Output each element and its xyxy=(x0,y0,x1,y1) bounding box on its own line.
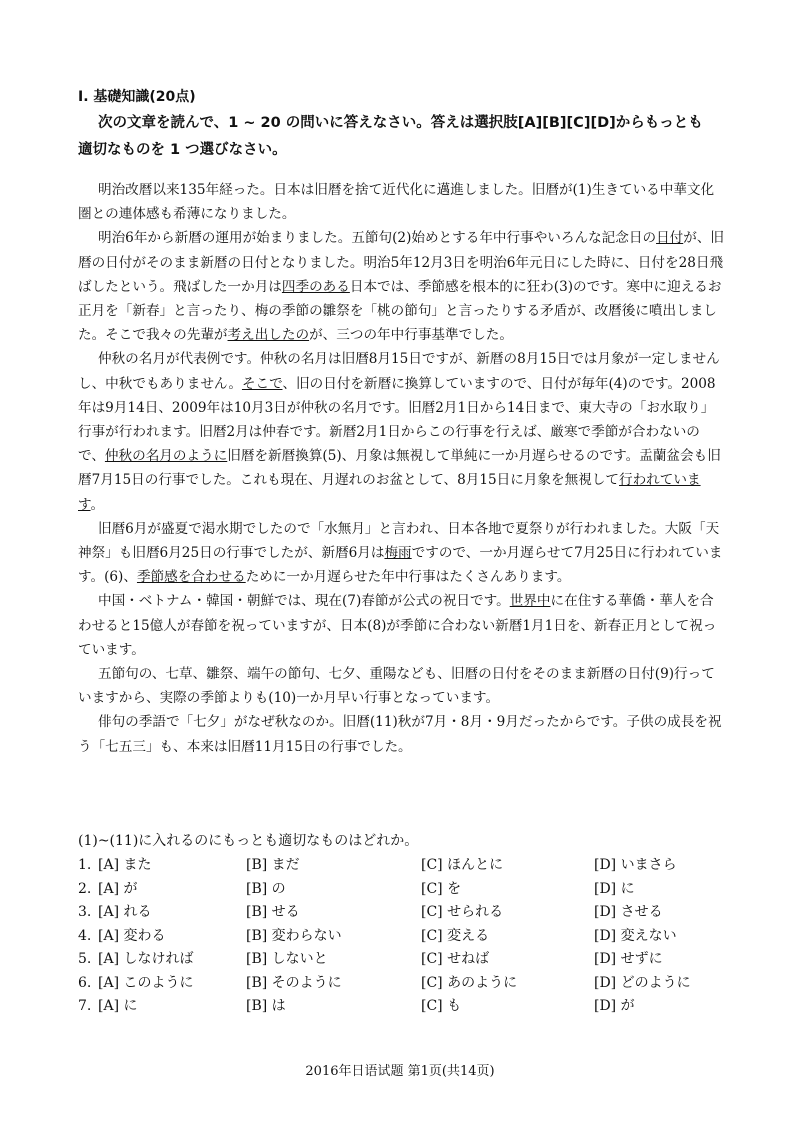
passage-paragraph-6: 五節句の、七草、雛祭、端午の節句、七夕、重陽なども、旧暦の日付をそのまま新暦の日付(9)行っていますから、実際の季節よりも(10)一か月早い行事となっています。 xyxy=(78,666,715,707)
option-b[interactable]: [B] せる xyxy=(246,904,300,920)
question-prompt: (1)~(11)に入れるのにもっとも適切なものはどれか。 xyxy=(78,833,419,849)
passage-paragraph-3 xyxy=(78,347,726,516)
question-number: 1. xyxy=(78,857,92,873)
option-d[interactable]: [D] 変えない xyxy=(594,927,677,944)
option-b[interactable]: [B] しないと xyxy=(246,951,328,967)
option-a[interactable]: [A] が xyxy=(98,880,138,897)
option-a[interactable]: [A] しなければ xyxy=(98,951,194,967)
text-span: 旧暦を新暦換算(5)、月象は無視して単純に一か月遅らせるのです。盂蘭盆会も旧暦7月15日の行事でした。これも現在、月遅れのお盆として、8月15日に月象を無視して xyxy=(78,448,721,489)
underlined-phrase: 世界中 xyxy=(509,593,551,610)
passage-paragraph-2 xyxy=(78,226,726,347)
option-b[interactable]: [B] は xyxy=(246,998,286,1014)
text-span: ですので、一か月遅らせて7月25日に行われています。(6)、 xyxy=(78,545,723,586)
question-row xyxy=(78,995,738,1019)
underlined-phrase: 梅雨 xyxy=(384,545,412,562)
question-number: 6. xyxy=(78,974,92,991)
text-span: 、旧の日付を新暦に換算していますので、日付が毎年(4)のです。2008年は9月14日、2009年は10月3日が仲秋の名月です。旧暦2月1日から14日まで、東大寺の「お水取り」行事が行われます。旧暦2月は仲春です。新暦2月1日からこの行事を行えば、厳寒で季節が合わないので、 xyxy=(78,375,716,465)
option-c[interactable]: [C] を xyxy=(421,880,462,897)
text-span: が、三つの年中行事基準でした。 xyxy=(309,327,513,344)
option-d[interactable]: [D] が xyxy=(594,998,635,1014)
question-row xyxy=(78,878,738,902)
option-b[interactable]: [B] まだ xyxy=(246,857,300,873)
option-a[interactable]: [A] このように xyxy=(98,974,194,991)
text-span: 旧暦6月が盛夏で渇水期でしたので「水無月」と言われ、日本各地で夏祭りが行われました。大阪「天神祭」も旧暦6月25日の行事でしたが、新暦6月は xyxy=(78,520,720,562)
option-c[interactable]: [C] も xyxy=(421,998,462,1014)
option-c[interactable]: [C] あのように xyxy=(421,974,518,991)
text-span: が、旧暦の日付がそのまま新暦の日付となりました。明治5年12月3日を明治6年元日にした時に、日付を28日飛ばしたという。飛ばした一か月は xyxy=(78,230,725,295)
underlined-phrase: 考え出したの xyxy=(227,327,310,344)
reading-passage xyxy=(78,178,726,759)
underlined-phrase: 四季のある xyxy=(281,278,350,295)
text-span: に在住する華僑・華人を合わせると15億人が春節を祝っていますが、日本(8)が季節に合わない新暦1月1日を、新春正月として祝っています。 xyxy=(78,593,717,658)
question-number: 7. xyxy=(78,998,92,1014)
passage-paragraph-4 xyxy=(78,517,726,590)
section-title: Ⅰ. 基礎知識(20点) xyxy=(78,89,196,105)
underlined-phrase: 行われています xyxy=(78,472,701,513)
text-span: 明治6年から新暦の運用が始まりました。五節句(2)始めとする年中行事やいろんな記念日の xyxy=(98,230,657,247)
underlined-phrase: 日付 xyxy=(656,230,684,247)
text-span: ために一か月遅らせた年中行事はたくさんあります。 xyxy=(245,569,571,586)
question-row xyxy=(78,925,738,949)
option-b[interactable]: [B] そのように xyxy=(246,974,342,991)
question-row xyxy=(78,948,738,972)
option-b[interactable]: [B] 変わらない xyxy=(246,927,342,944)
instruction-line-2: 適切なものを 1 つ選びなさい。 xyxy=(78,142,287,158)
passage-paragraph-1: 明治改暦以来135年経った。日本は旧暦を捨て近代化に邁進しました。旧暦が(1)生きている中華文化圏との連体感も希薄になりました。 xyxy=(78,182,715,223)
option-a[interactable]: [A] に xyxy=(98,998,138,1014)
option-d[interactable]: [D] せずに xyxy=(594,951,663,967)
instruction-line-1: 次の文章を読んで、1 ~ 20 の問いに答えなさい。答えは選択肢[A][B][C][D]からもっとも xyxy=(98,115,703,131)
question-row xyxy=(78,901,738,925)
instructions xyxy=(78,110,718,164)
underlined-phrase: 仲秋の名月のように xyxy=(104,448,228,465)
option-a[interactable]: [A] れる xyxy=(98,904,152,920)
option-c[interactable]: [C] ほんとに xyxy=(421,857,504,873)
option-d[interactable]: [D] どのように xyxy=(594,974,691,991)
question-number: 4. xyxy=(78,927,92,944)
question-number: 2. xyxy=(78,880,92,897)
answer-options xyxy=(78,854,738,1019)
page-footer: 2016年日语试题 第1页(共14页) xyxy=(305,1064,495,1079)
option-a[interactable]: [A] 変わる xyxy=(98,927,166,944)
question-number: 3. xyxy=(78,904,92,920)
option-c[interactable]: [C] せられる xyxy=(421,904,504,920)
option-d[interactable]: [D] させる xyxy=(594,904,663,920)
option-c[interactable]: [C] せねば xyxy=(421,951,490,967)
question-row xyxy=(78,972,738,996)
option-a[interactable]: [A] また xyxy=(98,857,152,873)
option-b[interactable]: [B] の xyxy=(246,880,286,897)
passage-paragraph-5 xyxy=(78,589,726,662)
underlined-phrase: 季節感を合わせる xyxy=(136,569,246,586)
text-span: 。 xyxy=(90,496,105,513)
question-row xyxy=(78,854,738,878)
passage-paragraph-7: 俳句の季語で「七夕」がなぜ秋なのか。旧暦(11)秋が7月・8月・9月だったからです。子供の成長を祝う「七五三」も、本来は旧暦11月15日の行事でした。 xyxy=(78,714,722,755)
option-d[interactable]: [D] に xyxy=(594,880,635,897)
option-c[interactable]: [C] 変える xyxy=(421,927,490,944)
text-span: 日本では、季節感を根本的に狂わ(3)のです。寒中に迎えるお正月を「新春」と言ったり、梅の季節の雛祭を「桃の節句」と言ったりする矛盾が、改暦後に噴出しました。そこで我々の先輩が xyxy=(78,278,722,344)
underlined-phrase: そこで xyxy=(241,375,283,392)
text-span: 仲秋の名月が代表例です。仲秋の名月は旧暦8月15日ですが、新暦の8月15日では月象が一定しませんし、中秋でもありません。 xyxy=(78,351,720,392)
question-number: 5. xyxy=(78,951,92,967)
option-d[interactable]: [D] いまさら xyxy=(594,857,677,873)
text-span: 中国・ベトナム・韓国・朝鮮では、現在(7)春節が公式の祝日です。 xyxy=(98,593,510,610)
